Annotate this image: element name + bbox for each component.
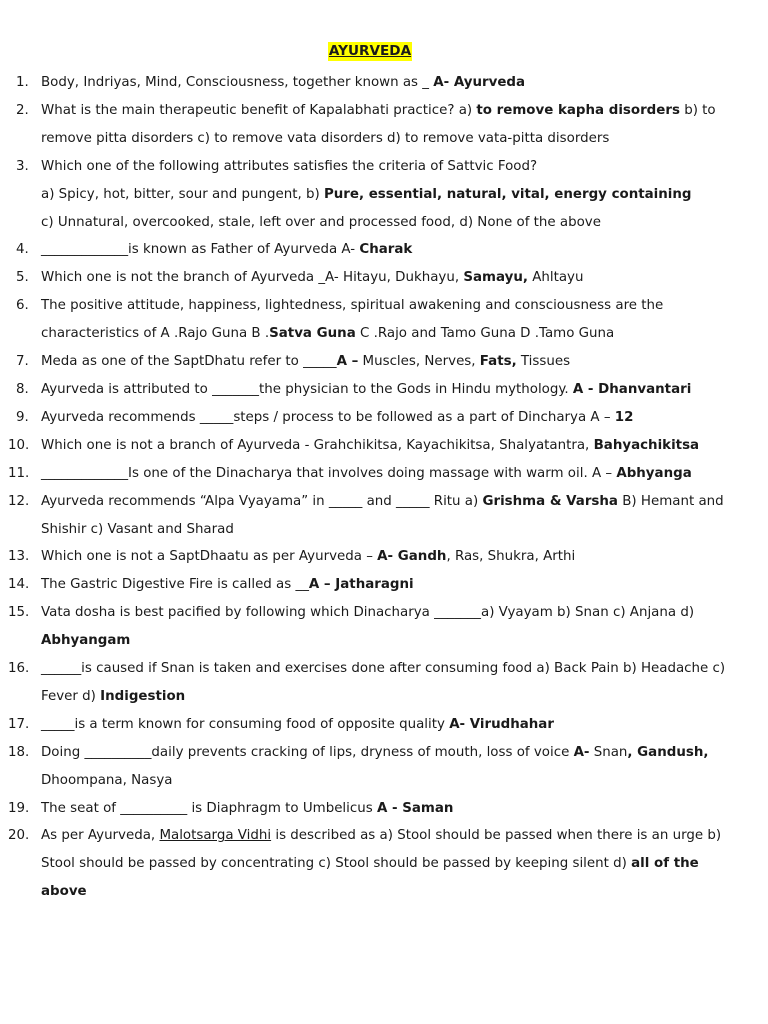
question-line [41,320,746,348]
question-line [41,599,746,627]
question-line [41,655,746,683]
question-item [0,153,760,237]
question-line [41,460,746,488]
question-text: Ayurveda is attributed to _______the physician to the Gods in Hindu mythology. [41,381,573,397]
question-line [41,683,746,711]
question-item [0,376,760,404]
question-item [0,292,760,348]
question-number: 14. [8,577,30,593]
answer-text: A – Jatharagni [308,577,414,593]
question-text: ______is caused if Snan is taken and exercises done after consuming food a) Back Pain b) Headache c) [41,661,726,677]
answer-text: to remove kapha disorders [476,102,680,118]
question-line [41,543,746,571]
question-text: Ahltayu [527,270,584,286]
question-text: _____________is known as Father of Ayurveda A- [41,242,360,258]
question-item [0,711,760,739]
question-item [0,543,760,571]
question-number: 19. [8,800,30,816]
question-number: 16. [8,661,30,677]
question-text: Which one is not the branch of Ayurveda _A- Hitayu, Dukhayu, [41,270,464,286]
answer-text: A- Gandh [377,549,447,565]
question-line [41,850,746,878]
question-number: 9. [16,409,29,425]
question-line [41,153,746,181]
answer-text: Abhyangam [41,633,131,649]
question-text: The seat of __________ is Diaphragm to Umbelicus [41,800,377,816]
question-number: 15. [8,605,30,621]
question-number: 1. [16,75,29,90]
answer-text: Pure, essential, natural, vital, energy containing [323,186,692,202]
question-text: Snan [589,744,628,760]
question-item [0,655,760,711]
answer-text: Bahyachikitsa [593,437,700,453]
answer-text: A – [336,354,359,370]
question-line [41,739,746,767]
question-line [41,97,746,125]
question-line [41,292,746,320]
question-line [41,878,746,906]
question-text: Doing __________daily prevents cracking of lips, dryness of mouth, loss of voice [41,744,574,760]
question-text: B) Hemant and [617,493,724,509]
answer-text: 12 [614,409,634,425]
question-number: 3. [16,158,29,174]
question-text: , Ras, Shukra, Arthi [446,549,576,565]
question-line [41,767,746,795]
question-line [41,348,746,376]
question-number: 4. [16,242,29,258]
question-number: 18. [8,744,30,760]
answer-text: Satva Guna [269,326,356,342]
question-number: 17. [8,716,30,732]
question-text: Fever d) [41,688,101,704]
question-line [41,627,746,655]
question-list [0,69,760,906]
question-line [41,236,746,264]
question-item [0,97,760,153]
question-item [0,739,760,795]
question-item [0,599,760,655]
answer-text: A - Dhanvantari [572,381,692,397]
question-item [0,404,760,432]
question-text: Which one is not a branch of Ayurveda - Grahchikitsa, Kayachikitsa, Shalyatantra, [41,437,594,453]
answer-text: Fats, [479,354,517,370]
question-text: Which one is not a SaptDhaatu as per Ayurveda – [41,549,378,565]
question-item [0,264,760,292]
question-line [41,181,746,209]
question-number: 10. [8,437,30,453]
question-line [41,822,746,850]
question-text: Ayurveda recommends _____steps / process to be followed as a part of Dincharya A – [41,409,615,425]
question-line [41,69,746,97]
question-line [41,376,746,404]
question-line [41,571,746,599]
question-item [0,460,760,488]
question-line [41,432,746,460]
question-number: 8. [16,381,29,397]
question-text: Stool should be passed by concentrating c) Stool should be passed by keeping silent d) [41,856,632,872]
question-line [41,711,746,739]
question-line [41,516,746,544]
question-text: Body, Indriyas, Mind, Consciousness, together known as _ [41,75,434,90]
question-text: Shishir c) Vasant and Sharad [41,521,234,537]
answer-text: A - Saman [376,800,454,816]
question-text: a) Spicy, hot, bitter, sour and pungent, b) [41,186,324,202]
question-text: remove pitta disorders c) to remove vata disorders d) to remove vata-pitta disorders [41,130,610,146]
question-line [41,264,746,292]
question-text: _____is a term known for consuming food of opposite quality [41,716,450,732]
question-line [41,125,746,153]
question-item [0,795,760,823]
question-number: 13. [8,549,30,565]
question-number: 12. [8,493,30,509]
answer-text: A- Virudhahar [449,716,554,732]
question-text: Ayurveda recommends “Alpa Vyayama” in _____ and _____ Ritu a) [41,493,483,509]
question-text: The positive attitude, happiness, lightedness, spiritual awakening and consciousness are the [41,298,664,314]
question-item [0,69,760,97]
question-number: 7. [16,354,29,370]
question-text: Dhoompana, Nasya [41,772,173,788]
answer-text: Charak [359,242,413,258]
question-text: _____________Is one of the Dinacharya that involves doing massage with warm oil. A – [41,465,617,481]
question-text: is described as a) Stool should be passed when there is an urge b) [271,828,722,844]
question-text: Which one of the following attributes satisfies the criteria of Sattvic Food? [41,158,538,174]
question-text: Tissues [516,354,571,370]
question-text: What is the main therapeutic benefit of Kapalabhati practice? a) [41,102,477,118]
question-line [41,795,746,823]
question-number: 20. [8,828,30,844]
answer-text: Abhyanga [616,465,692,481]
answer-text: Grishma & Varsha [482,493,618,509]
document-title: AYURVEDA [328,43,412,59]
question-number: 11. [8,465,30,481]
question-text: Meda as one of the SaptDhatu refer to _____ [41,354,337,370]
question-line [41,488,746,516]
title-wrap [0,42,740,61]
question-line [41,209,746,237]
question-number: 5. [16,270,29,286]
answer-text: above [41,884,87,900]
question-item [0,822,760,906]
question-number: 6. [16,298,29,314]
question-text: C .Rajo and Tamo Guna D .Tamo Guna [355,326,615,342]
question-item [0,348,760,376]
question-text: c) Unnatural, overcooked, stale, left over and processed food, d) None of the above [41,214,601,230]
question-text: characteristics of A .Rajo Guna B . [41,326,270,342]
question-text: As per Ayurveda, [41,828,160,844]
question-line [41,404,746,432]
question-item [0,488,760,544]
question-text: Muscles, Nerves, [358,354,480,370]
question-item [0,571,760,599]
question-text: The Gastric Digestive Fire is called as __ [41,577,309,593]
answer-text: Indigestion [100,688,186,704]
answer-text: Samayu, [463,270,528,286]
question-text: b) to [679,102,716,118]
question-item [0,432,760,460]
answer-text: all of the [631,856,699,872]
question-text: Malotsarga Vidhi [159,828,272,844]
question-item [0,236,760,264]
answer-text: A- Ayurveda [433,75,526,90]
answer-text: A- [573,744,590,760]
answer-text: , Gandush, [627,744,709,760]
question-text: Vata dosha is best pacified by following which Dinacharya _______a) Vyayam b) Snan c) Anjana d) [41,605,695,621]
question-number: 2. [16,102,29,118]
